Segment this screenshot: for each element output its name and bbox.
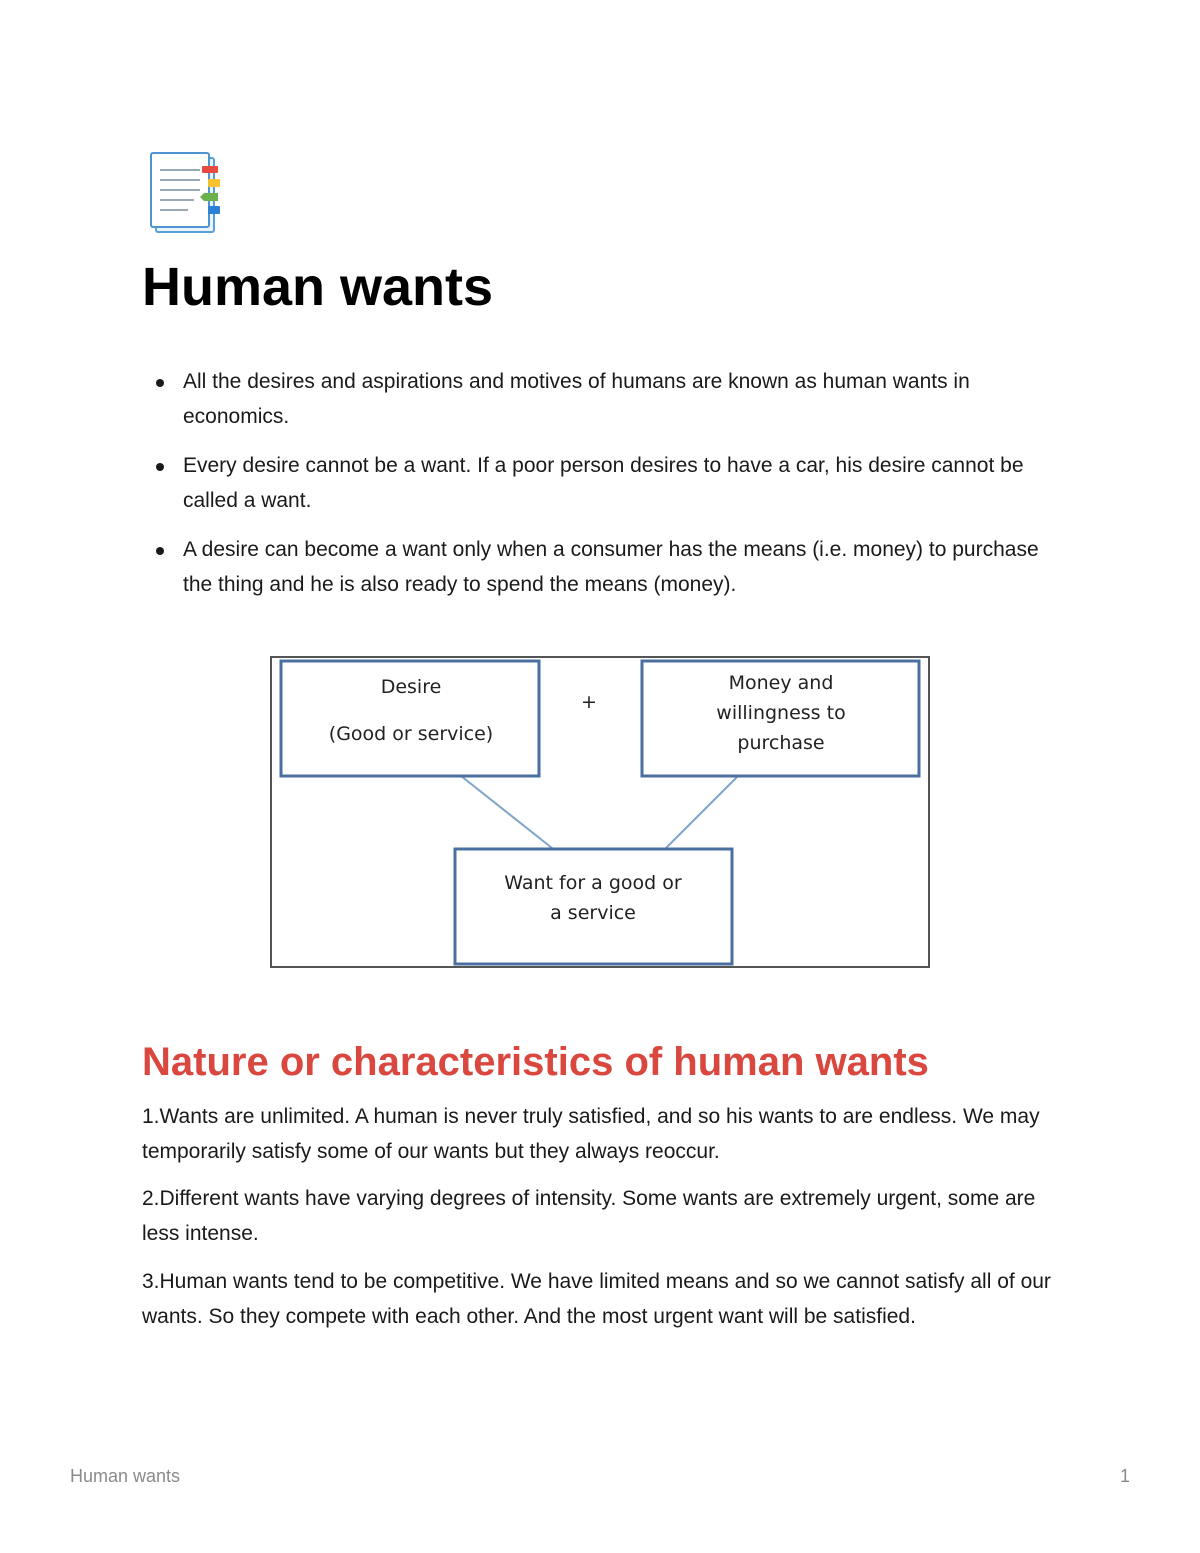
page-title: Human wants (142, 257, 494, 317)
plus-sign: + (581, 691, 597, 713)
list-item (140, 364, 1060, 434)
want-diagram (270, 656, 930, 968)
bullet-dot (156, 379, 164, 387)
bullet-dot (156, 463, 164, 471)
list-item-text: All the desires and aspirations and motives of humans are known as human wants in economics. (183, 370, 970, 428)
section-heading: Nature or characteristics of human wants (142, 1040, 929, 1084)
notebook-document-icon (148, 150, 228, 238)
desire-box-label: Desire (380, 676, 442, 698)
characteristic-paragraph: 1.Wants are unlimited. A human is never truly satisfied, and so his wants to are endless. We may temporarily satisfy some of our wants but they always reoccur. (142, 1105, 1040, 1163)
want-box-line1: Want for a good or (504, 872, 682, 894)
money-box-line2: willingness to (716, 702, 846, 724)
footer-title: Human wants (70, 1466, 181, 1486)
money-box-line3: purchase (737, 732, 825, 754)
list-item-text: Every desire cannot be a want. If a poor person desires to have a car, his desire cannot be called a want. (183, 454, 1024, 512)
money-box-line1: Money and (728, 672, 834, 694)
list-item-text: A desire can become a want only when a consumer has the means (i.e. money) to purchase the thing and he is also ready to spend the means (money). (183, 538, 1039, 596)
characteristic-paragraph: 2.Different wants have varying degrees of intensity. Some wants are extremely urgent, some are less intense. (142, 1187, 1036, 1245)
want-box-line2: a service (550, 902, 636, 924)
bullet-list (140, 364, 1060, 616)
list-item (140, 448, 1060, 518)
desire-box-sublabel: (Good or service) (328, 723, 494, 745)
characteristic-paragraph: 3.Human wants tend to be competitive. We have limited means and so we cannot satisfy all of our wants. So they compete with each other. And the most urgent want will be satisfied. (142, 1270, 1051, 1328)
bullet-dot (156, 547, 164, 555)
list-item (140, 532, 1060, 602)
page-number: 1 (1119, 1466, 1130, 1486)
